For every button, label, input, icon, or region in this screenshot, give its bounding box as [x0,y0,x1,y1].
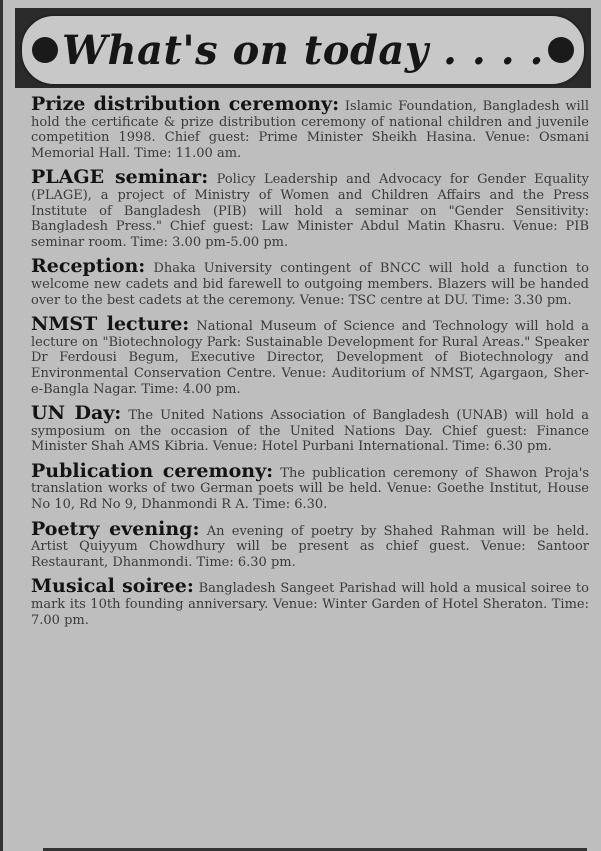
event-title: Musical soiree: [31,575,194,598]
event-description: Bangladesh Sangeet Parishad will hold a musical soiree to mark its 10th founding anniversary. Venue: Winter Garden of Hotel Sheraton. Time: 7.00 pm. [31,581,589,628]
page-title: What's on today . . . . [62,26,544,74]
event-description: Policy Leadership and Advocacy for Gender Equality (PLAGE), a project of Ministry of Women and Children Affairs and the Press Institute of Bangladesh (PIB) will hold a seminar on "Gender Sensitivity: Bangladesh Press." Chief guest: Law Minister Abdul Matin Khasru. Venue: PIB seminar room. Time: 3.00 pm-5.00 pm. [31,172,589,250]
event-prize-distribution [31,93,589,161]
event-title: PLAGE seminar: [31,166,209,189]
event-nmst-lecture [31,313,590,397]
event-reception [31,255,589,308]
event-un-day [31,402,589,455]
event-publication-ceremony [31,459,590,513]
event-title: Poetry evening: [31,517,200,540]
event-musical-soiree [31,575,589,628]
event-list [15,88,591,628]
event-description: An evening of poetry by Shahed Rahman will be held. Artist Quiyyum Chowdhury will be present as chief guest. Venue: Santoor Restaurant, Dhanmondi. Time: 6.30 pm. [31,523,590,570]
event-title: Prize distribution ceremony: [31,93,340,115]
event-title: NMST lecture: [31,313,190,336]
event-title: UN Day: [31,402,122,425]
event-title: Reception: [31,255,146,278]
event-plage-seminar [31,166,589,250]
event-description: The United Nations Association of Bangladesh (UNAB) will hold a symposium on the occasion of the United Nations Day. Chief guest: Finance Minister Shah AMS Kibria. Venue: Hotel Purbani International. Time: 6.30 pm. [31,408,589,455]
bullet-dot-icon [548,37,574,63]
event-description: The publication ceremony of Shawon Proja's translation works of two German poets will be held. Venue: Goethe Institut, House No 10, Rd No 9, Dhanmondi R A. Time: 6.30. [31,465,590,513]
header-banner-frame [20,14,586,86]
event-poetry-evening [31,517,590,571]
bullet-dot-icon [32,37,58,63]
event-description: Dhaka University contingent of BNCC will hold a function to welcome new cadets and bid farewell to outgoing members. Blazers will be handed over to the best cadets at the ceremony. Venue: TSC centre at DU. Time: 3.30 pm. [31,261,589,308]
event-description: National Museum of Science and Technology will hold a lecture on "Biotechnology Park: Sustainable Development for Rural Areas." Speaker Dr Ferdousi Begum, Executive Director, Development of Biotechnology and Environmental Conservation Centre. Venue: Auditorium of NMST, Agargaon, Sher-e-Bangla Nagar. Time: 4.00 pm. [31,319,590,397]
event-description: Islamic Foundation, Bangladesh will hold the certificate & prize distribution ceremony of national children and juvenile competition 1998. Chief guest: Prime Minister Sheikh Hasina. Venue: Osmani Memorial Hall. Time: 11.00 am. [31,99,589,161]
header-banner [15,8,591,88]
event-title: Publication ceremony: [31,459,274,482]
